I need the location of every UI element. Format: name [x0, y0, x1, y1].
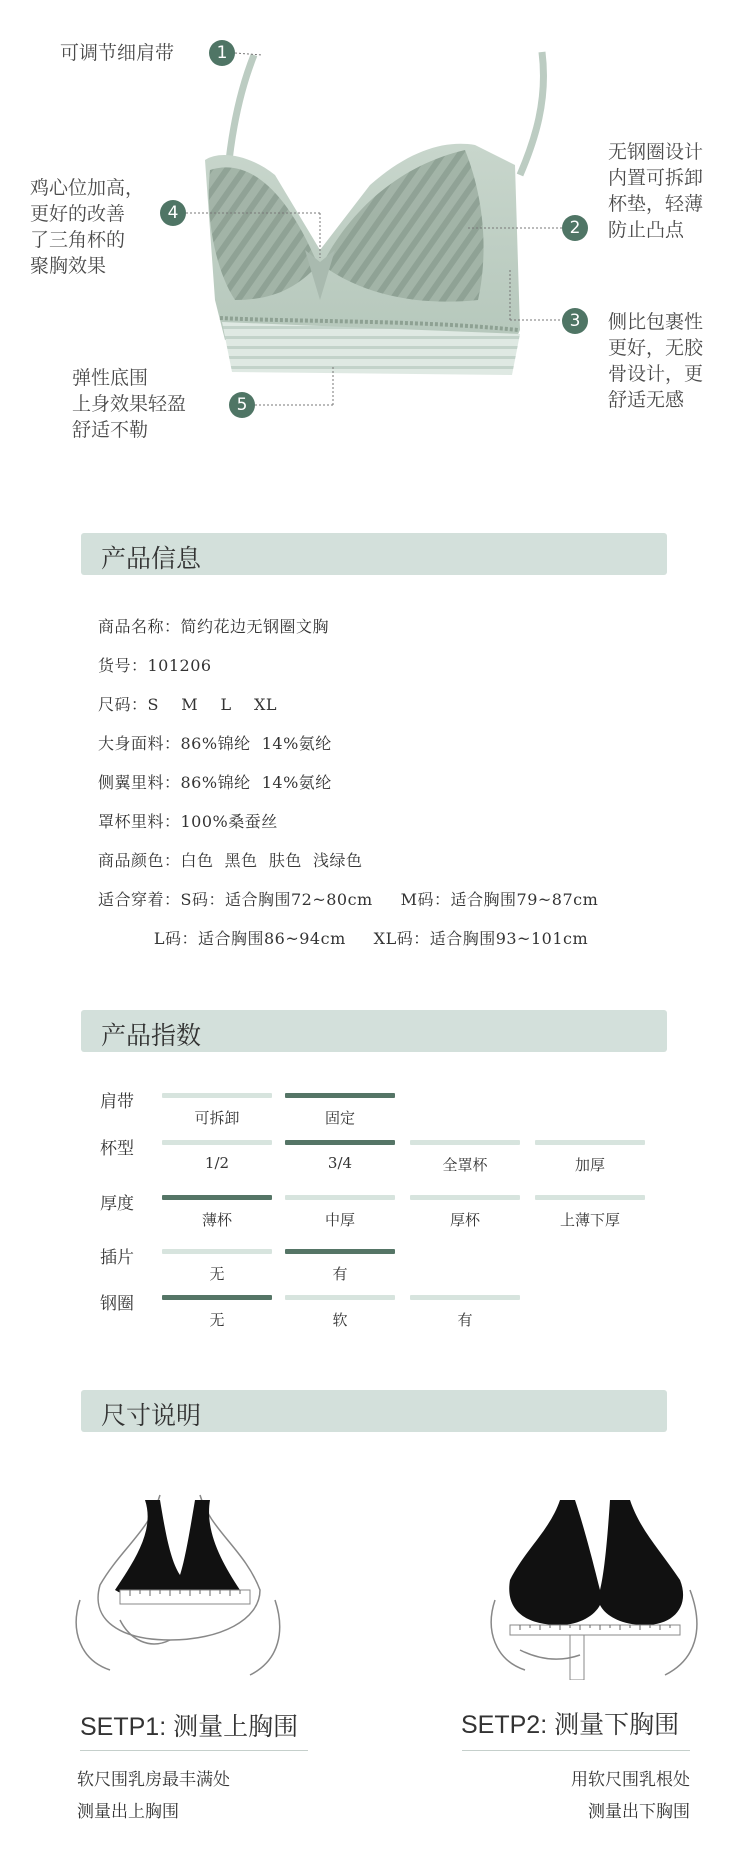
info-row: 商品颜色：白色 黑色 肤色 浅绿色 — [98, 851, 363, 870]
feature-number-5: 5 — [229, 392, 255, 418]
step1-divider — [80, 1750, 308, 1751]
step1-description: 软尺围乳房最丰满处 测量出上胸围 — [77, 1770, 230, 1821]
feature-text-5: 弹性底围 上身效果轻盈 舒适不勒 — [72, 367, 187, 441]
feature-text-3: 侧比包裹性 更好，无胶 骨设计，更 舒适无感 — [608, 311, 704, 411]
index-bar-active — [285, 1140, 395, 1145]
index-option: 有 — [332, 1265, 348, 1283]
index-option: 固定 — [324, 1109, 355, 1127]
info-row: 罩杯里料：100%桑蚕丝 — [98, 812, 278, 831]
index-bar — [410, 1195, 520, 1200]
size-guide-title: 尺寸说明 — [101, 1401, 202, 1430]
feature-number-1: 1 — [209, 40, 235, 66]
measure-upper-bust-illustration — [60, 1490, 300, 1680]
info-row: 适合穿着：S码：适合胸围72~80cm M码：适合胸围79~87cm — [98, 890, 599, 909]
index-option: 薄杯 — [201, 1211, 232, 1229]
index-bar-active — [285, 1249, 395, 1254]
step2-title: SETP2: 测量下胸围 — [461, 1711, 680, 1739]
index-label: 杯型 — [100, 1139, 134, 1159]
step2-divider — [462, 1750, 690, 1751]
measure-under-bust-illustration — [480, 1490, 720, 1680]
index-option: 厚杯 — [449, 1211, 480, 1229]
index-bar — [535, 1140, 645, 1145]
index-option: 1/2 — [204, 1154, 230, 1172]
index-bar — [285, 1195, 395, 1200]
feature-text-1: 可调节细肩带 — [60, 42, 175, 64]
index-option: 无 — [209, 1311, 225, 1329]
index-label: 肩带 — [100, 1092, 134, 1112]
info-row: 尺码：S M L XL — [98, 695, 278, 714]
index-bar — [410, 1295, 520, 1300]
index-option: 3/4 — [327, 1154, 353, 1172]
info-row: L码：适合胸围86~94cm XL码：适合胸围93~101cm — [98, 929, 589, 948]
index-bar-active — [162, 1195, 272, 1200]
index-option: 可拆卸 — [194, 1109, 240, 1127]
index-option: 无 — [209, 1265, 225, 1283]
product-index-header — [81, 1010, 667, 1052]
step2-description: 用软尺围乳根处 测量出下胸围 — [571, 1770, 690, 1821]
size-guide-header — [81, 1390, 667, 1432]
index-option: 有 — [457, 1311, 473, 1329]
index-label: 钢圈 — [100, 1294, 134, 1314]
index-option: 中厚 — [324, 1211, 355, 1229]
index-bar-active — [285, 1093, 395, 1098]
feature-number-2: 2 — [562, 215, 588, 241]
index-label: 厚度 — [100, 1194, 134, 1214]
index-option: 软 — [332, 1311, 348, 1329]
product-index-title: 产品指数 — [101, 1021, 202, 1050]
info-row: 商品名称：简约花边无钢圈文胸 — [98, 617, 330, 636]
index-option: 上薄下厚 — [559, 1211, 620, 1229]
index-bar — [162, 1249, 272, 1254]
info-row: 大身面料：86%锦纶 14%氨纶 — [98, 734, 332, 753]
index-option: 加厚 — [574, 1156, 605, 1174]
info-row: 侧翼里料：86%锦纶 14%氨纶 — [98, 773, 332, 792]
feature-number-3: 3 — [562, 308, 588, 334]
index-bar — [162, 1140, 272, 1145]
index-bar-active — [162, 1295, 272, 1300]
feature-text-4: 鸡心位加高， 更好的改善 了三角杯的 聚胸效果 — [30, 177, 145, 277]
feature-number-4: 4 — [160, 200, 186, 226]
feature-text-2: 无钢圈设计 内置可拆卸 杯垫，轻薄 防止凸点 — [608, 141, 704, 241]
step1-title: SETP1: 测量上胸围 — [80, 1713, 299, 1741]
product-info-header — [81, 533, 667, 575]
feature-hero — [0, 0, 750, 470]
index-option: 全罩杯 — [442, 1156, 488, 1174]
index-label: 插片 — [100, 1248, 134, 1268]
index-bar — [162, 1093, 272, 1098]
index-bar — [410, 1140, 520, 1145]
index-bar — [285, 1295, 395, 1300]
info-row: 货号：101206 — [98, 656, 212, 675]
product-info-title: 产品信息 — [101, 544, 202, 573]
index-bar — [535, 1195, 645, 1200]
